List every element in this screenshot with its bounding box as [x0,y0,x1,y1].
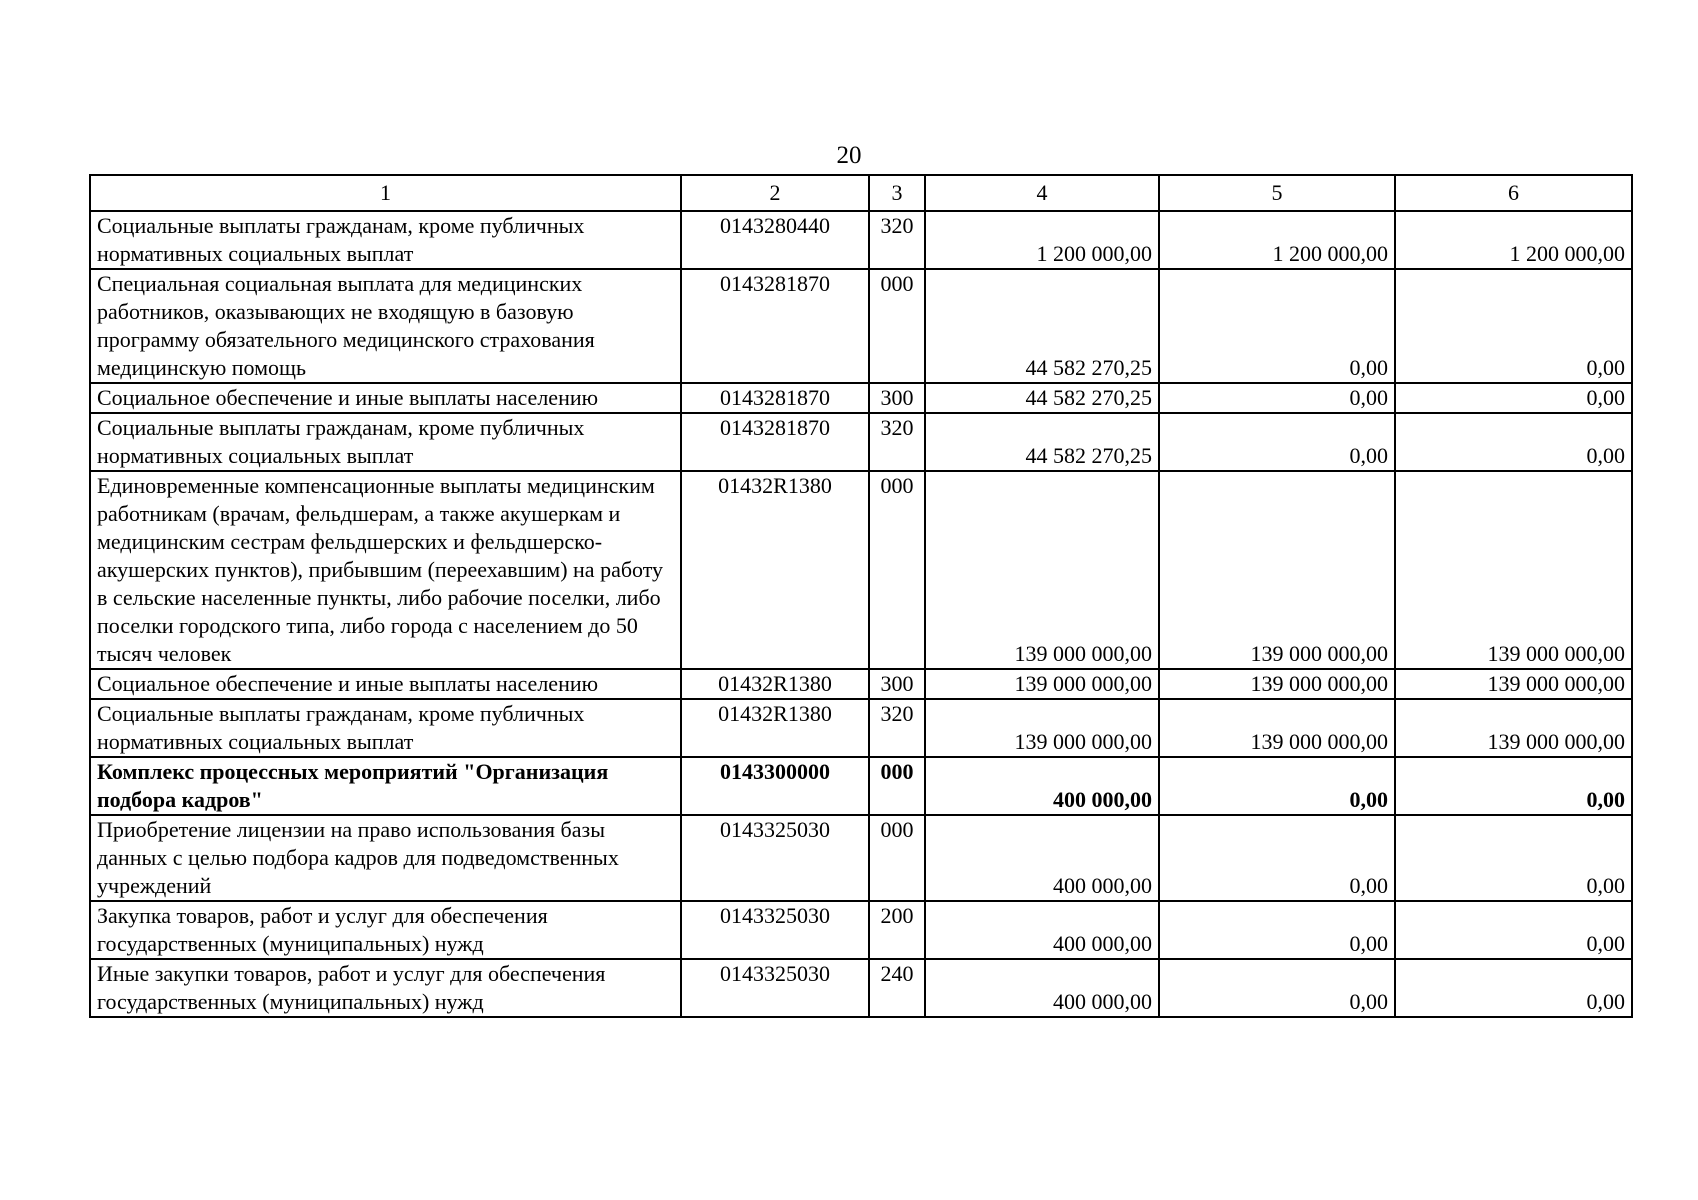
table-row [90,471,1632,669]
row-amount-2-cell: 139 000 000,00 [1159,699,1395,757]
row-amount-1-cell: 139 000 000,00 [925,699,1159,757]
row-code-cell: 0143280440 [681,211,869,269]
table-row [90,815,1632,901]
budget-table [89,174,1633,1018]
row-expense-type-cell: 000 [869,757,925,815]
row-name-cell: Социальные выплаты гражданам, кроме публичных нормативных социальных выплат [90,211,681,269]
row-amount-2-cell: 0,00 [1159,413,1395,471]
row-amount-3-cell: 1 200 000,00 [1395,211,1632,269]
row-code-cell: 01432R1380 [681,471,869,669]
row-amount-2-cell: 0,00 [1159,959,1395,1017]
table-row [90,383,1632,413]
row-code-cell: 0143325030 [681,901,869,959]
row-code-cell: 01432R1380 [681,699,869,757]
table-row [90,757,1632,815]
row-amount-1-cell: 1 200 000,00 [925,211,1159,269]
row-amount-2-cell: 0,00 [1159,383,1395,413]
row-amount-2-cell: 0,00 [1159,757,1395,815]
row-amount-1-cell: 400 000,00 [925,901,1159,959]
row-name-cell: Социальное обеспечение и иные выплаты населению [90,383,681,413]
row-expense-type-cell: 000 [869,269,925,383]
row-name-cell: Социальное обеспечение и иные выплаты населению [90,669,681,699]
row-expense-type-cell: 300 [869,383,925,413]
row-amount-3-cell: 0,00 [1395,757,1632,815]
row-amount-3-cell: 139 000 000,00 [1395,471,1632,669]
row-amount-3-cell: 139 000 000,00 [1395,669,1632,699]
row-expense-type-cell: 320 [869,699,925,757]
row-amount-2-cell: 0,00 [1159,269,1395,383]
row-amount-1-cell: 400 000,00 [925,959,1159,1017]
row-code-cell: 0143325030 [681,959,869,1017]
table-row [90,211,1632,269]
row-amount-1-cell: 400 000,00 [925,815,1159,901]
header-row [90,175,1632,211]
row-expense-type-cell: 200 [869,901,925,959]
row-expense-type-cell: 240 [869,959,925,1017]
table-row [90,413,1632,471]
row-amount-2-cell: 1 200 000,00 [1159,211,1395,269]
row-expense-type-cell: 320 [869,413,925,471]
table-row [90,269,1632,383]
row-name-cell: Приобретение лицензии на право использования базы данных с целью подбора кадров для подведомственных учреждений [90,815,681,901]
row-amount-1-cell: 400 000,00 [925,757,1159,815]
row-expense-type-cell: 320 [869,211,925,269]
table-row [90,669,1632,699]
row-name-cell: Единовременные компенсационные выплаты медицинским работникам (врачам, фельдшерам, а также акушеркам и медицинским сестрам фельдшерских и фельдшерско-акушерских пунктов), прибывшим (переехавшим) на работу в сельские населенные пункты, либо рабочие поселки, либо поселки городского типа, либо города с населением до 50 тысяч человек [90,471,681,669]
row-amount-3-cell: 0,00 [1395,413,1632,471]
row-code-cell: 0143300000 [681,757,869,815]
row-code-cell: 0143281870 [681,383,869,413]
table-row [90,901,1632,959]
row-name-cell: Социальные выплаты гражданам, кроме публичных нормативных социальных выплат [90,413,681,471]
row-amount-3-cell: 0,00 [1395,901,1632,959]
header-cell-amount-2: 5 [1159,175,1395,211]
row-name-cell: Комплекс процессных мероприятий "Организация подбора кадров" [90,757,681,815]
row-code-cell: 0143281870 [681,413,869,471]
row-amount-1-cell: 139 000 000,00 [925,669,1159,699]
row-amount-2-cell: 0,00 [1159,815,1395,901]
row-amount-3-cell: 139 000 000,00 [1395,699,1632,757]
row-expense-type-cell: 000 [869,815,925,901]
row-amount-1-cell: 44 582 270,25 [925,383,1159,413]
header-cell-name: 1 [90,175,681,211]
row-amount-3-cell: 0,00 [1395,815,1632,901]
row-expense-type-cell: 300 [869,669,925,699]
row-code-cell: 0143281870 [681,269,869,383]
row-amount-3-cell: 0,00 [1395,383,1632,413]
header-cell-amount-3: 6 [1395,175,1632,211]
row-amount-2-cell: 139 000 000,00 [1159,471,1395,669]
row-name-cell: Специальная социальная выплата для медицинских работников, оказывающих не входящую в базовую программу обязательного медицинского страхования медицинскую помощь [90,269,681,383]
header-cell-code: 2 [681,175,869,211]
page-number: 20 [836,142,862,169]
row-amount-2-cell: 0,00 [1159,901,1395,959]
table-row [90,699,1632,757]
row-amount-1-cell: 44 582 270,25 [925,269,1159,383]
row-amount-3-cell: 0,00 [1395,269,1632,383]
row-expense-type-cell: 000 [869,471,925,669]
header-cell-amount-1: 4 [925,175,1159,211]
row-name-cell: Социальные выплаты гражданам, кроме публичных нормативных социальных выплат [90,699,681,757]
row-amount-3-cell: 0,00 [1395,959,1632,1017]
row-name-cell: Иные закупки товаров, работ и услуг для обеспечения государственных (муниципальных) нужд [90,959,681,1017]
row-amount-2-cell: 139 000 000,00 [1159,669,1395,699]
row-amount-1-cell: 44 582 270,25 [925,413,1159,471]
row-code-cell: 01432R1380 [681,669,869,699]
table-row [90,959,1632,1017]
row-amount-1-cell: 139 000 000,00 [925,471,1159,669]
row-code-cell: 0143325030 [681,815,869,901]
row-name-cell: Закупка товаров, работ и услуг для обеспечения государственных (муниципальных) нужд [90,901,681,959]
header-cell-vr: 3 [869,175,925,211]
